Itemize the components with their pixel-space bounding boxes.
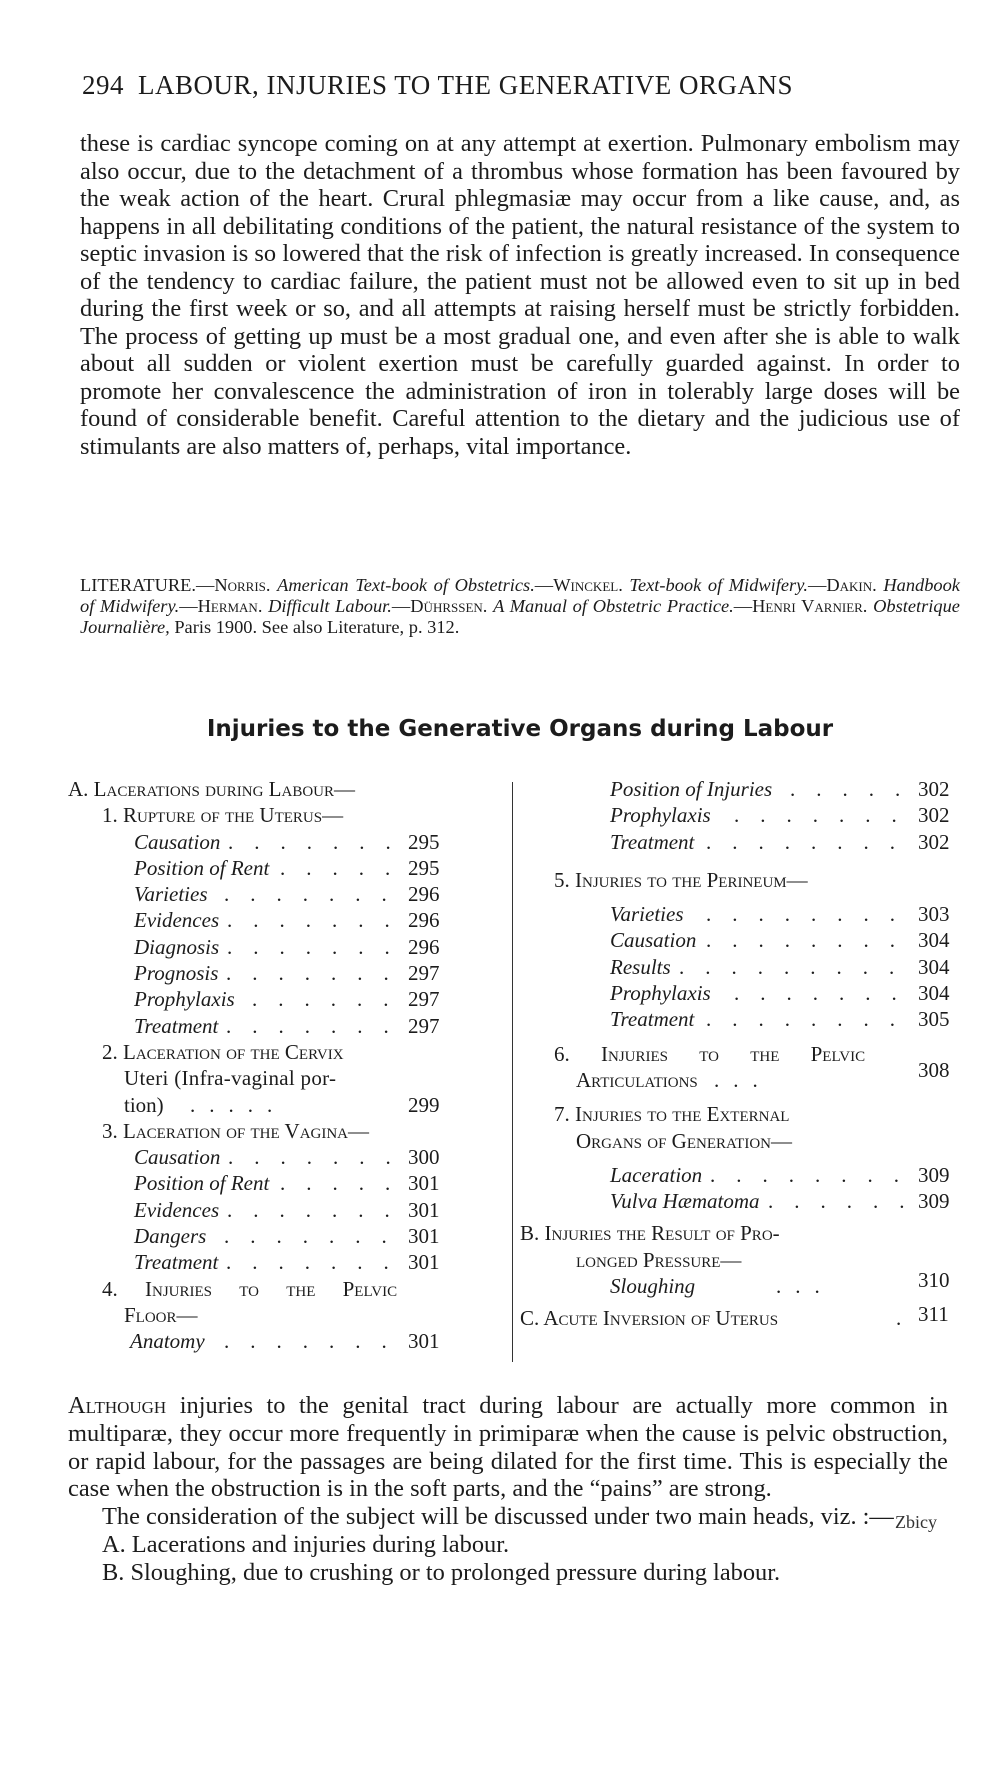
toc-entry-label: Varieties: [134, 882, 208, 907]
toc-entry-page: 301: [408, 1197, 440, 1222]
toc-entry-page: 301: [408, 1224, 440, 1249]
toc-entry: [520, 1006, 960, 1032]
toc-list-pelvic-floor-cont: [520, 776, 960, 855]
toc-leader-dots: .......: [228, 829, 412, 854]
toc-heading-b: B. Injuries the Result of Pro-: [520, 1221, 780, 1246]
toc-entry-label: Treatment: [134, 1250, 219, 1275]
toc-leader-dots: ......: [768, 1189, 926, 1214]
toc-entry-label: Diagnosis: [134, 934, 220, 959]
main-text: [68, 1392, 948, 1587]
body-paragraph: The consideration of the subject will be discussed under two main heads, viz. :—: [102, 1503, 894, 1531]
toc-right-column: [520, 776, 960, 1332]
toc-list-external-organs: [520, 1162, 960, 1215]
toc-entry-page: 309: [918, 1162, 950, 1187]
toc-leader-dots: .......: [224, 882, 408, 907]
toc-heading-6: 6. Injuries to the Pelvic: [554, 1041, 866, 1066]
toc-entry: [68, 986, 508, 1012]
toc-entry: [520, 954, 960, 980]
toc-entry-label: Position of Rent: [134, 1171, 270, 1196]
list-item: A. Lacerations and injuries during labour.: [102, 1530, 510, 1558]
toc-entry-page: 304: [918, 981, 950, 1006]
toc-leader-dots: .......: [734, 981, 918, 1006]
toc-entry: [520, 980, 960, 1006]
toc-entry-page: 303: [918, 902, 950, 927]
toc-leader-dots: .......: [226, 1250, 410, 1275]
list-item: B. Sloughing, due to crushing or to prolonged pressure during labour.: [102, 1558, 781, 1586]
toc-heading-b-cont: longed Pressure—: [576, 1247, 742, 1272]
toc-entry-page: 304: [918, 954, 950, 979]
toc-list-rupture: [68, 829, 508, 1039]
toc-leader-dots: ........: [706, 1007, 916, 1032]
toc-entry-label: Causation: [134, 1145, 221, 1170]
toc-entry: [68, 1170, 508, 1196]
toc-list-perineum: [520, 901, 960, 1032]
toc-list-pelvic-floor: [68, 1328, 508, 1354]
toc-entry: [520, 802, 960, 828]
toc-leader-dots: ......: [252, 987, 410, 1012]
toc-entry: [520, 927, 960, 953]
section-title: Injuries to the Generative Organs during Labour: [206, 716, 834, 742]
toc-entry-label: Position of Rent: [134, 855, 270, 880]
toc-entry: [68, 881, 508, 907]
toc-heading-c: C. Acute Inversion of Uterus . 311: [520, 1302, 949, 1331]
toc-entry-page: 297: [408, 987, 440, 1012]
toc-entry-page: 296: [408, 908, 440, 933]
toc-entry-page: 301: [408, 1250, 440, 1275]
toc-entry-label: Vulva Hæmatoma: [610, 1189, 760, 1214]
toc-leader-dots: ........: [706, 829, 916, 854]
toc-entry-label: Prognosis: [134, 961, 219, 986]
toc-leader-dots: .....: [280, 855, 412, 880]
toc-entry-label: Evidences: [134, 1197, 220, 1222]
toc-heading-2-cont: Uteri (Infra-vaginal por-: [124, 1066, 337, 1091]
toc-leader-dots: .......: [228, 1145, 412, 1170]
toc-entry-label: Prophylaxis: [610, 981, 711, 1006]
toc-column-divider: [512, 782, 513, 1362]
toc-leader-dots: .......: [227, 934, 411, 959]
toc-entry-page: 309: [918, 1189, 950, 1214]
toc-entry-label: Laceration: [610, 1162, 703, 1187]
toc-leader-dots: ........: [706, 928, 916, 953]
toc-entry: [68, 1197, 508, 1223]
toc-entry: [520, 776, 960, 802]
toc-leader-dots: .......: [224, 1224, 408, 1249]
toc-list-vagina: [68, 1144, 508, 1275]
toc-heading-5: 5. Injuries to the Perineum—: [554, 867, 808, 892]
toc-leader-dots: ........: [706, 902, 916, 927]
toc-entry-page: 295: [408, 829, 440, 854]
toc-entry: [520, 829, 960, 855]
toc-entry: [68, 1249, 508, 1275]
toc-entry: Articulations ... 308: [576, 1057, 950, 1092]
toc-entry-label: Treatment: [610, 1007, 695, 1032]
toc-heading-7-cont: Organs of Generation—: [576, 1128, 793, 1153]
toc-entry-page: 302: [918, 829, 950, 854]
toc-entry: [68, 907, 508, 933]
toc-heading-4-cont: Floor—: [124, 1302, 198, 1327]
toc-entry: [520, 1188, 960, 1214]
toc-heading-a: A. Lacerations during Labour—: [68, 777, 355, 801]
running-header: [82, 70, 912, 101]
toc-entry-label: Prophylaxis: [134, 987, 235, 1012]
toc-leader-dots: .....: [280, 1171, 412, 1196]
toc-entry-label: Treatment: [134, 1013, 219, 1038]
toc-entry-page: 305: [918, 1007, 950, 1032]
toc-entry-page: 304: [918, 928, 950, 953]
toc-leader-dots: .......: [734, 803, 918, 828]
toc-heading-7: 7. Injuries to the External: [554, 1102, 790, 1127]
running-title: LABOUR, INJURIES TO THE GENERATIVE ORGANS: [138, 70, 794, 100]
toc-entry-label: Treatment: [610, 829, 695, 854]
toc-leader-dots: .......: [226, 961, 410, 986]
toc-heading-3: 3. Laceration of the Vagina—: [102, 1118, 370, 1143]
toc-entry: [520, 1162, 960, 1188]
toc-entry: [68, 1144, 508, 1170]
toc-entry: Sloughing ... 310: [610, 1268, 950, 1299]
toc-leader-dots: .......: [224, 1329, 408, 1354]
toc-entry-label: Anatomy: [130, 1329, 205, 1354]
page-number: 294: [82, 70, 124, 100]
toc-entry: [68, 1223, 508, 1249]
toc-entry-label: Position of Injuries: [610, 777, 773, 801]
literature-references: LITERATURE.—Norris. American Text-book of Obstetrics.—Winckel. Text-book of Midwifery.—Dakin. Handbook of Midwifery.—Herman. Difficult Labour.—Dührssen. A Manual of Obstetric Practice.—Henri Varnier. Obstetrique Journalière, Paris 1900. See also Literature, p. 312.: [80, 575, 960, 637]
toc-leader-dots: .......: [226, 1013, 410, 1038]
toc-entry-label: Evidences: [134, 908, 220, 933]
toc-entry-page: 300: [408, 1145, 440, 1170]
toc-heading-4: 4. Injuries to the Pelvic: [102, 1276, 398, 1301]
toc-heading-2: 2. Laceration of the Cervix: [102, 1039, 344, 1064]
toc-entry-page: 302: [918, 777, 950, 801]
toc-entry: [68, 829, 508, 855]
toc-leader-dots: .........: [679, 954, 916, 979]
toc-entry: [68, 1013, 508, 1039]
toc-entry-label: Prophylaxis: [610, 803, 711, 828]
toc-entry-page: 302: [918, 803, 950, 828]
toc-entry-label: Varieties: [610, 902, 684, 927]
toc-left-column: [68, 776, 508, 1355]
opening-paragraph: these is cardiac syncope coming on at any attempt at exertion. Pulmonary embolism may also occur, due to the detachment of a thrombus whose formation has been favoured by the weak action of the heart. Crural phlegmasiæ may occur from a like cause, and, as happens in all debilitating conditions of the patient, the natural resistance of the system to septic invasion is so lowered that the risk of infection is greatly increased. In consequence of the tendency to cardiac failure, the patient must not be allowed even to sit up in bed during the first week or so, and all attempts at raising herself must be strictly forbidden. The process of getting up must be a most gradual one, and even after she is able to walk about all sudden or violent exertion must be carefully guarded against. In order to promote her convalescence the administration of iron in tolerably large doses will be found of considerable benefit. Careful attention to the dietary and the judicious use of stimulants are also matters of, perhaps, vital importance.: [80, 130, 960, 460]
toc-entry-page: 297: [408, 961, 440, 986]
toc-entry-page: 296: [408, 882, 440, 907]
toc-entry: tion) ..... 299: [124, 1092, 440, 1117]
toc-entry-page: 297: [408, 1013, 440, 1038]
toc-entry-page: 296: [408, 934, 440, 959]
toc-entry: [68, 934, 508, 960]
toc-leader-dots: .......: [227, 908, 411, 933]
body-paragraph: Although injuries to the genital tract during labour are actually more common in multiparæ, they occur more frequently in primiparæ when the cause is pelvic obstruction, or rapid labour, for the passages are being dilated for the first time. This is especially the case when the obstruction is in the soft parts, and the “pains” are strong.: [68, 1392, 948, 1503]
margin-handwritten-mark: Zbicy: [895, 1512, 937, 1532]
toc-entry: [68, 1328, 508, 1354]
toc-entry-label: Results: [610, 954, 671, 979]
toc-entry: [68, 855, 508, 881]
toc-heading-1: 1. Rupture of the Uterus—: [102, 803, 344, 828]
toc-entry-page: 301: [408, 1171, 440, 1196]
toc-entry-page: 295: [408, 855, 440, 880]
toc-entry-label: Dangers: [134, 1224, 207, 1249]
toc-leader-dots: ........: [710, 1162, 920, 1187]
toc-leader-dots: .....: [790, 777, 922, 801]
toc-entry-page: 301: [408, 1329, 440, 1354]
toc-entry-label: Causation: [610, 928, 697, 953]
toc-leader-dots: .......: [227, 1197, 411, 1222]
toc-entry-label: Causation: [134, 829, 221, 854]
toc-entry: [68, 960, 508, 986]
toc-entry: [520, 901, 960, 927]
